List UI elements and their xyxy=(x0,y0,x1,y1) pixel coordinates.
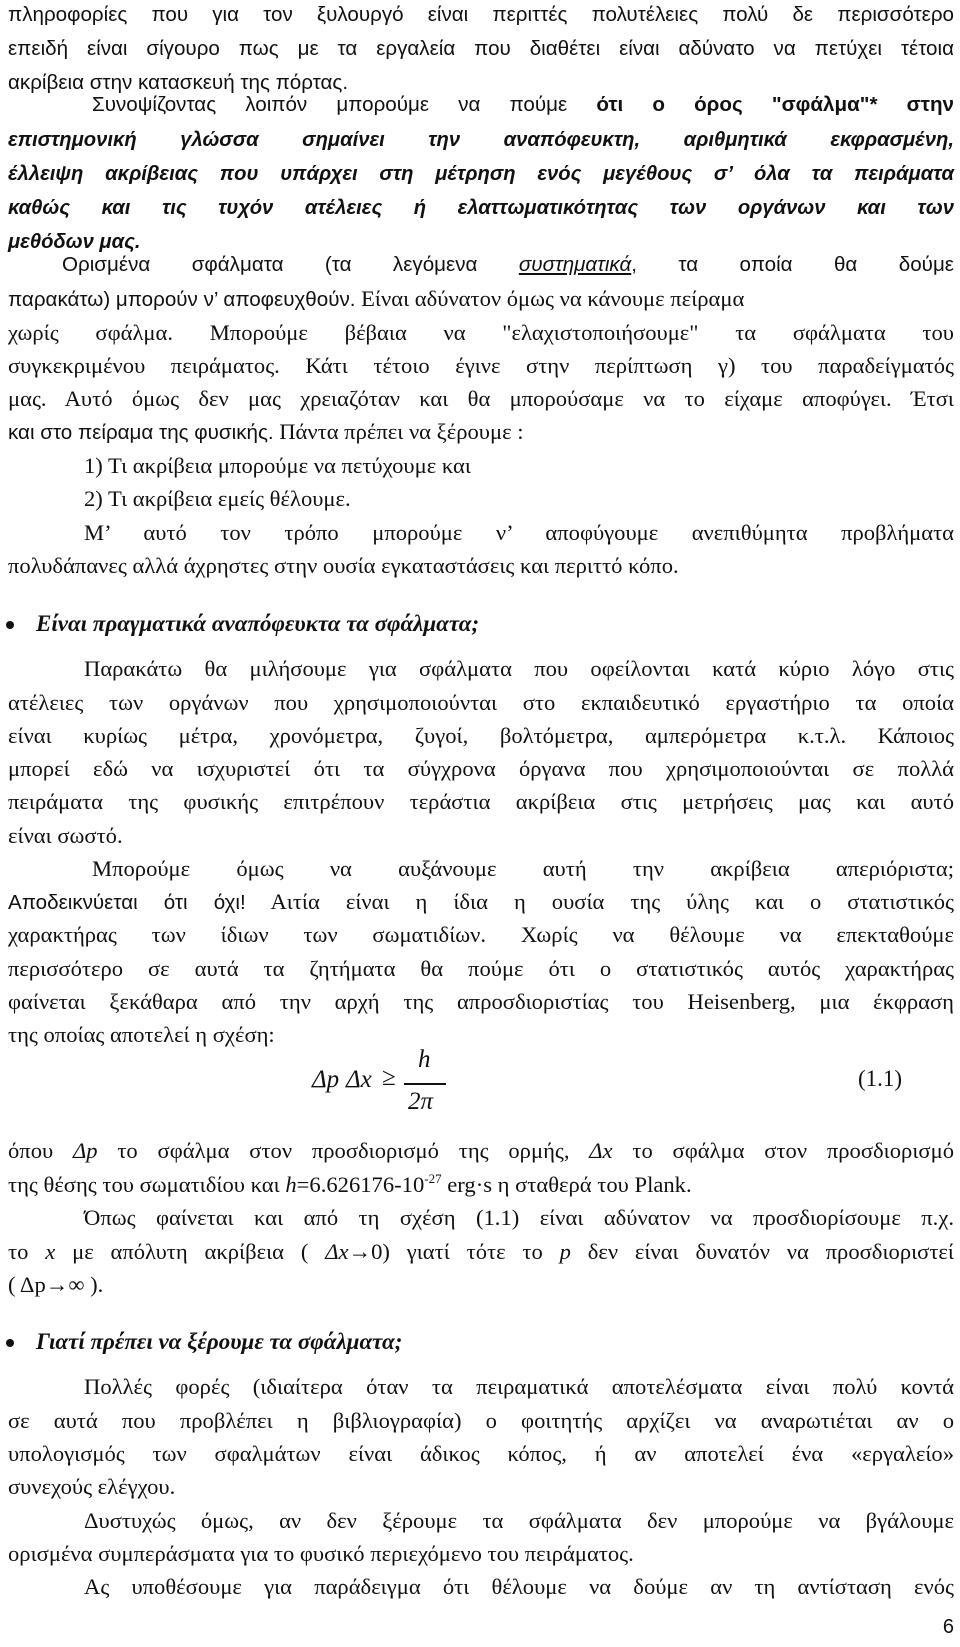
text-line: περισσότερο σε αυτά τα ζητήματα θα πούμε ότι ο στατιστικός αυτός χαρακτήρας xyxy=(8,956,954,981)
text-line: και στο πείραμα της φυσικής. Πάντα πρέπει να ξέρουμε : xyxy=(8,419,524,444)
text-line: μπορεί εδώ να ισχυριστεί ότι τα σύγχρονα όργανα που χρησιμοποιούνται σε πολλά xyxy=(8,756,954,781)
text-line: καθώς και τις τυχόν ατέλειες ή ελαττωματικότητας των οργάνων και των xyxy=(8,197,954,219)
text-line: Μπορούμε όμως να αυξάνουμε αυτή την ακρίβεια απεριόριστα; xyxy=(92,856,954,881)
text-line: ατέλειες των οργάνων που χρησιμοποιούνται στο εκπαιδευτικό εργαστήριο τα οποία xyxy=(8,690,954,715)
text-line: μας. Αυτό όμως δεν μας χρειαζόταν και θα μπορούσαμε να το είχαμε αποφύγει. Έτσι xyxy=(8,386,954,411)
text-line: Ας υποθέσουμε για παράδειγμα ότι θέλουμε να δούμε αν τη αντίσταση ενός xyxy=(84,1574,954,1599)
text-line: χαρακτήρας των ίδιων των σωματιδίων. Χωρίς να θέλουμε να επεκταθούμε xyxy=(8,922,954,947)
text-line: χωρίς σφάλμα. Μπορούμε βέβαια να "ελαχιστοποιήσουμε" τα σφάλματα του xyxy=(8,320,954,345)
text-line: πολυδάπανες αλλά άχρηστες στην ουσία εγκαταστάσεις και περιττό κόπο. xyxy=(8,553,679,578)
eq-denominator: 2π xyxy=(408,1088,434,1115)
text-line: ορισμένα συμπεράσματα για το φυσικό περιεχόμενο του πειράματος. xyxy=(8,1541,634,1566)
text-line: παρακάτω) μπορούν ν’ αποφευχθούν. Είναι αδύνατον όμως να κάνουμε πείραμα xyxy=(8,286,745,311)
text-line: φαίνεται ξεκάθαρα από την αρχή της απροσδιοριστίας του Heisenberg, μια έκφραση xyxy=(8,989,954,1014)
text-line: το x με απόλυτη ακρίβεια ( Δx→0) γιατί τότε το p δεν είναι δυνατόν να προσδιοριστεί xyxy=(8,1239,955,1264)
text-line: επιστημονική γλώσσα σημαίνει την αναπόφευκτη, αριθμητικά εκφρασμένη, xyxy=(8,129,954,151)
page-number: 6 xyxy=(942,1616,954,1638)
text-line: Μ’ αυτό τον τρόπο μπορούμε ν’ αποφύγουμε ανεπιθύμητα προβλήματα xyxy=(84,520,954,545)
fraction-bar xyxy=(404,1083,446,1085)
text-line: είναι σωστό. xyxy=(8,823,123,848)
text-line: έλλειψη ακρίβειας που υπάρχει στη μέτρηση ενός μεγέθους σ’ όλα τα πειράματα xyxy=(8,163,954,185)
bullet-icon xyxy=(6,621,14,629)
text-line: πειράματα της φυσικής επιτρέπουν τεράστια ακρίβεια στις μετρήσεις μας και αυτό xyxy=(8,789,954,814)
text-line: της οποίας αποτελεί η σχέση: xyxy=(8,1022,275,1047)
eq-geq: ≥ xyxy=(382,1064,396,1091)
systematic-term: συστηματικά xyxy=(518,253,632,276)
text-line: της θέσης του σωματιδίου και $h=6.626176-10^{-27}$ erg·s η σταθερά του Plank. xyxy=(8,1171,692,1197)
list-item: 1) Τι ακρίβεια μπορούμε να πετύχουμε και xyxy=(84,453,471,478)
eq-dx: Δx xyxy=(346,1066,372,1093)
bullet-icon xyxy=(6,1339,14,1347)
text-line: Ορισμένα σφάλματα (τα λεγόμενα συστηματικά, τα οποία θα δούμε xyxy=(62,253,954,276)
section-heading: Γιατί πρέπει να ξέρουμε τα σφάλματα; xyxy=(36,1329,403,1354)
text-line: όπου Δp το σφάλμα στον προσδιορισμό της ορμής, Δx το σφάλμα στον προσδιορισμό xyxy=(8,1138,954,1163)
text-line: συγκεκριμένου πειράματος. Κάτι τέτοιο έγινε στην περίπτωση γ) του παραδείγματός xyxy=(8,353,954,378)
text-line: Όπως φαίνεται και από τη σχέση (1.1) είναι αδύνατον να προσδιορίσουμε π.χ. xyxy=(84,1205,954,1230)
eq-numerator: h xyxy=(418,1046,431,1073)
eq-number: (1.1) xyxy=(858,1066,903,1091)
text-line: ακρίβεια στην κατασκευή της πόρτας. xyxy=(8,71,349,94)
text-line: επειδή είναι σίγουρο πως με τα εργαλεία που διαθέτει είναι αδύνατο να πετύχει τέτοια xyxy=(8,37,954,60)
text-line: σε αυτά που προβλέπει η βιβλιογραφία) ο φοιτητής αρχίζει να αναρωτιέται αν ο xyxy=(8,1408,954,1433)
text-line: είναι κυρίως μέτρα, χρονόμετρα, ζυγοί, βολτόμετρα, αμπερόμετρα κ.τ.λ. Κάποιος xyxy=(8,723,954,748)
list-item: 2) Τι ακρίβεια εμείς θέλουμε. xyxy=(84,486,351,511)
text-line: Παρακάτω θα μιλήσουμε για σφάλματα που οφείλονται κατά κύριο λόγο στις xyxy=(84,656,954,681)
text-line: μεθόδων μας. xyxy=(8,231,141,253)
text-line: Αποδεικνύεται ότι όχι! Αιτία είναι η ίδια η ουσία της ύλης και ο στατιστικός xyxy=(8,889,954,914)
text-line: πληροφορίες που για τον ξυλουργό είναι περιττές πολυτέλειες πολύ δε περισσότερο xyxy=(8,3,954,26)
text-line: Πολλές φορές (ιδιαίτερα όταν τα πειραματικά αποτελέσματα είναι πολύ κοντά xyxy=(84,1374,954,1399)
eq-dp: Δp xyxy=(312,1066,340,1093)
text-line: Συνοψίζοντας λοιπόν μπορούμε να πούμε ότι ο όρος "σφάλμα"* στην xyxy=(92,93,954,116)
section-heading: Είναι πραγματικά αναπόφευκτα τα σφάλματα; xyxy=(36,611,480,636)
text-line: ( Δp→∞ ). xyxy=(8,1272,104,1297)
text-line: Δυστυχώς όμως, αν δεν ξέρουμε τα σφάλματα δεν μπορούμε να βγάλουμε xyxy=(84,1508,954,1533)
text-line: υπολογισμός των σφαλμάτων είναι άδικος κόπος, ή αν αποτελεί ένα «εργαλείο» xyxy=(8,1441,954,1466)
text-line: συνεχούς ελέγχου. xyxy=(8,1474,176,1499)
